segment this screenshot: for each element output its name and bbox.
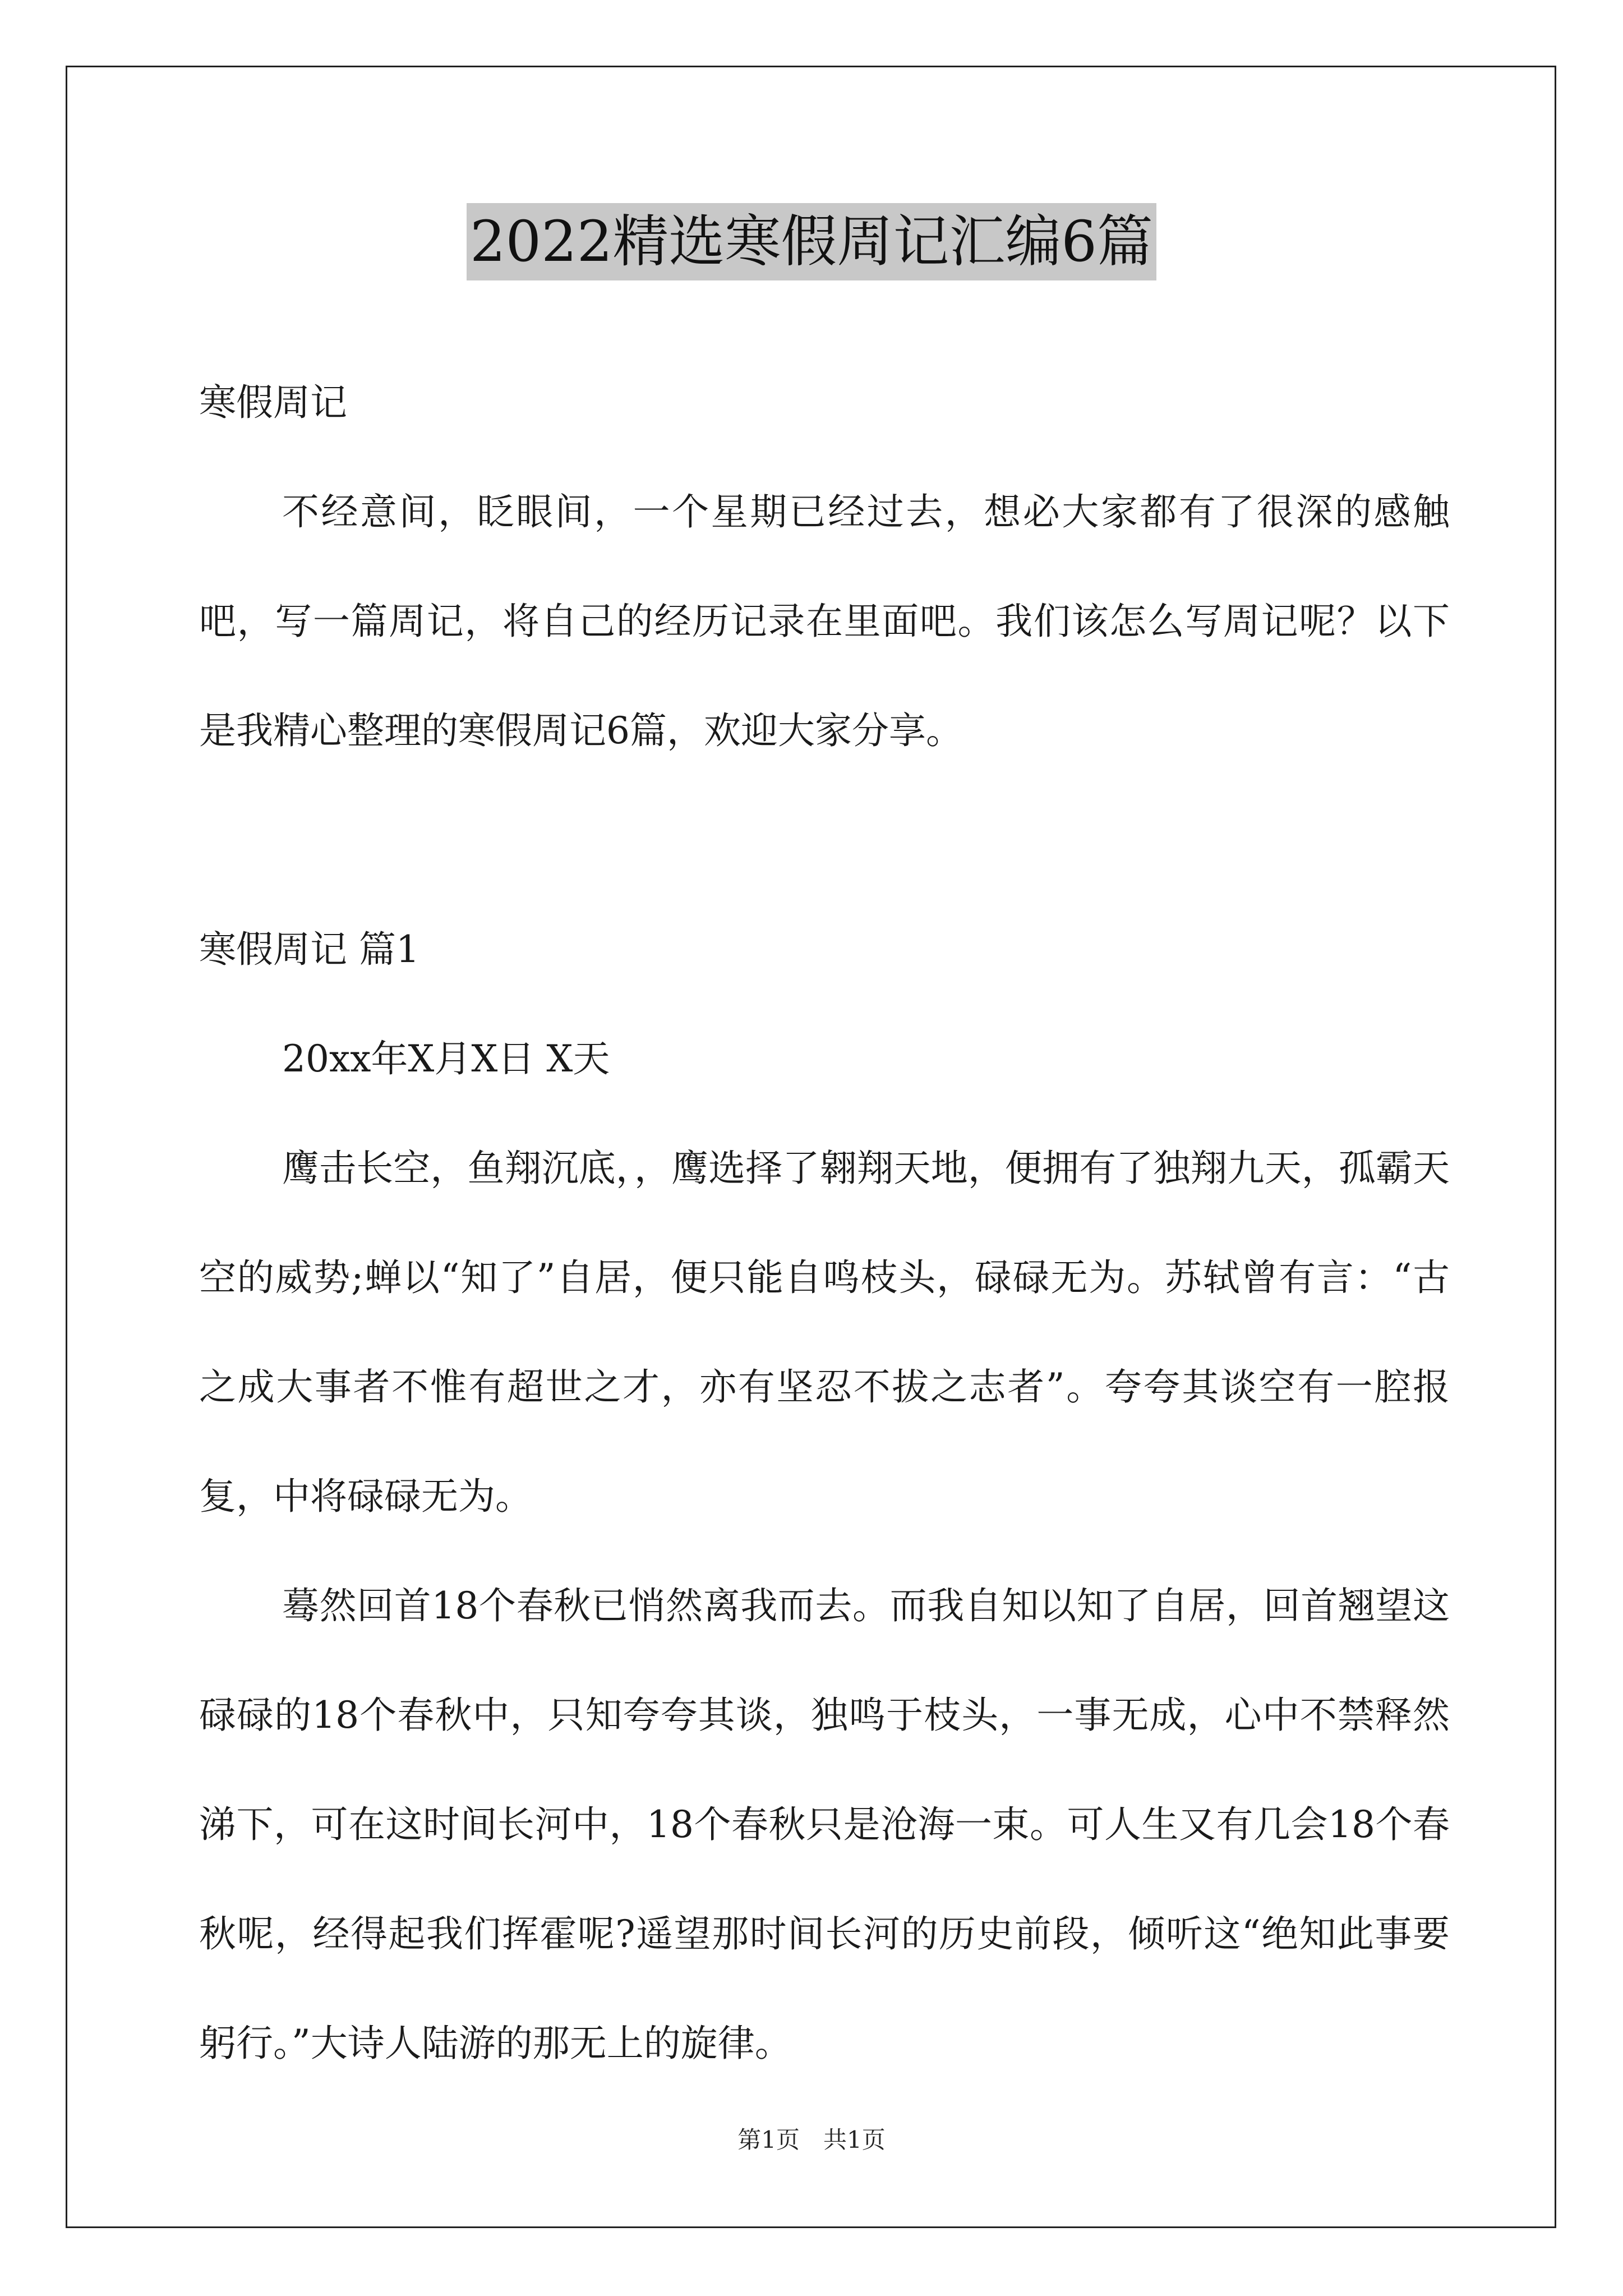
- document-body: [199, 348, 1450, 2098]
- date-line: 20xx年X月X日 X天: [282, 1037, 610, 1080]
- part1-heading: 寒假周记 篇1: [199, 928, 419, 971]
- section-heading: 寒假周记: [199, 381, 347, 424]
- spacer: [199, 785, 1450, 895]
- title-container: [0, 203, 1623, 280]
- document-title: 2022精选寒假周记汇编6篇: [467, 203, 1156, 280]
- page-footer: [0, 2123, 1623, 2157]
- body-paragraph-1: 鹰击长空，鱼翔沉底，，鹰选择了翱翔天地，便拥有了独翔九天，孤霸天空的威势;蝉以“知了”自居，便只能自鸣枝头，碌碌无为。苏轼曾有言：“古之成大事者不惟有超世之才，亦有坚忍不拔之志者”。夸夸其谈空有一腔报复，中将碌碌无为。: [199, 1147, 1450, 1518]
- body-paragraph-2: 蓦然回首18个春秋已悄然离我而去。而我自知以知了自居，回首翘望这碌碌的18个春秋中，只知夸夸其谈，独鸣于枝头，一事无成，心中不禁释然涕下，可在这时间长河中，18个春秋只是沧海一束。可人生又有几会18个春秋呢，经得起我们挥霍呢?遥望那时间长河的历史前段，倾听这“绝知此事要躬行。”大诗人陆游的那无上的旋律。: [199, 1584, 1450, 2065]
- intro-paragraph: 不经意间，眨眼间，一个星期已经过去，想必大家都有了很深的感触吧，写一篇周记，将自己的经历记录在里面吧。我们该怎么写周记呢？以下是我精心整理的寒假周记6篇，欢迎大家分享。: [199, 490, 1450, 752]
- page-number: 第1页: [737, 2126, 800, 2154]
- page-total: 共1页: [823, 2126, 886, 2154]
